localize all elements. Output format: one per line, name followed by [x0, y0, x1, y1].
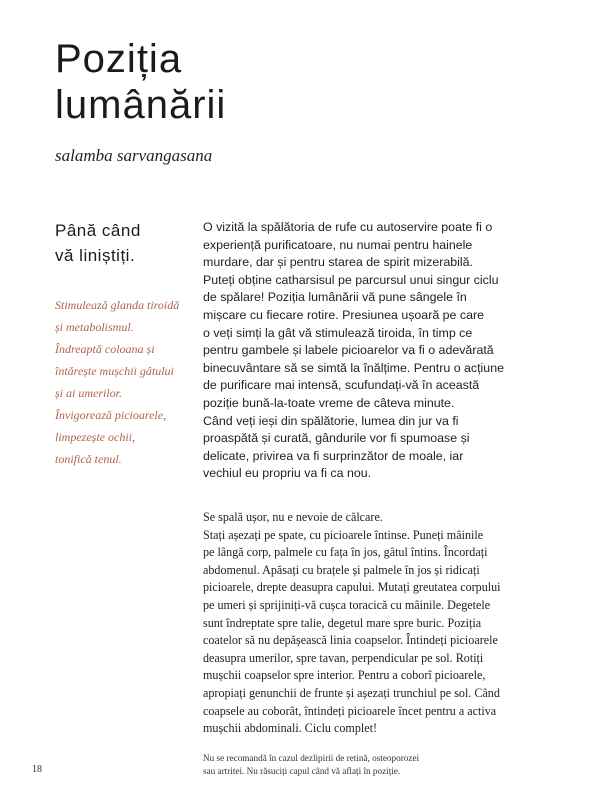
intro-line: mișcare cu fiecare rotire. Presiunea ușoară pe care — [203, 307, 484, 322]
intro-line: pentru gambele și labele picioarelor va fi o adevărată — [203, 343, 494, 358]
section-heading-line-1: Până când — [55, 221, 141, 240]
instructions-line: apropiați genunchii de frunte și așezați trunchiul pe sol. Când — [203, 685, 500, 700]
instructions-line: abdomenul. Apăsați cu brațele și palmele în jos și ridicați — [203, 562, 480, 577]
intro-line: experiență purificatoare, nu numai pentru hainele — [203, 237, 473, 252]
pose-sanskrit-name: salamba sarvangasana — [55, 146, 213, 165]
intro-line: Când veți ieși din spălătorie, lumea din jur va fi — [203, 413, 459, 428]
benefits-line: întărește mușchii gâtului — [55, 364, 174, 378]
intro-line: de spălare! Poziția lumânării vă pune sângele în — [203, 290, 467, 305]
instructions-line: picioarele, drepte deasupra capului. Mutați greutatea corpului — [203, 580, 501, 595]
benefits-line: Îndreaptă coloana și — [55, 342, 155, 356]
intro-line: Puteți obține catharsisul pe parcursul unui singur ciclu — [203, 272, 499, 287]
page-title — [55, 36, 226, 128]
instructions-line: coapsele au coborât, întindeți picioarele încet pentru a activa — [203, 703, 497, 718]
benefits-line: și metabolismul. — [55, 320, 134, 334]
benefits-line: și ai umerilor. — [55, 386, 123, 400]
page-title-line-1: Poziția — [55, 37, 183, 81]
intro-line: vechiul eu propriu va fi ca nou. — [203, 466, 372, 481]
intro-line: murdare, dar și pentru starea de spirit mizerabilă. — [203, 255, 473, 270]
page-number: 18 — [32, 764, 42, 775]
intro-line: binecuvântare să se simtă la înălțime. Pentru o acțiune — [203, 360, 504, 375]
benefits-list — [55, 294, 195, 470]
intro-line: de purificare mai intensă, scufundați-vă în această — [203, 378, 480, 393]
caution-note-line: sau artritei. Nu răsuciți capul când vă aflați în poziție. — [203, 766, 401, 776]
instructions-line: mușchii abdominali. Ciclu complet! — [203, 721, 377, 736]
caution-note — [203, 752, 419, 778]
intro-line: poziție bună-la-toate vreme de câteva minute. — [203, 395, 455, 410]
caution-note-line: Nu se recomandă în cazul dezlipirii de retină, osteoporozei — [203, 753, 420, 763]
instructions-line: mușchii coapselor spre interior. Pentru a coborî picioarele, — [203, 668, 486, 683]
intro-line: o veți simți la gât vă stimulează tiroida, în timp ce — [203, 325, 473, 340]
section-heading — [55, 218, 141, 268]
instructions-line: pe lângă corp, palmele cu fața în jos, gâtul întins. Încordați — [203, 545, 488, 560]
section-heading-line-2: vă liniștiți. — [55, 246, 136, 265]
instructions-line: Stați așezați pe spate, cu picioarele întinse. Puneți mâinile — [203, 527, 484, 542]
page-title-line-2: lumânării — [55, 83, 227, 127]
intro-line: O vizită la spălătoria de rufe cu autoservire poate fi o — [203, 220, 493, 234]
instructions-line: sunt îndreptate spre talie, degetul mare spre buric. Poziția — [203, 615, 482, 630]
intro-line: delicate, privirea va fi surprinzător de moale, iar — [203, 448, 464, 463]
benefits-line: Învigorează picioarele, — [55, 408, 167, 422]
benefits-line: Stimulează glanda tiroidă — [55, 298, 180, 312]
instructions-paragraph — [203, 509, 548, 738]
intro-paragraph — [203, 219, 548, 483]
benefits-line: tonifică tenul. — [55, 452, 122, 466]
instructions-line: pe umeri și sprijiniți-vă cușca toracică cu mâinile. Degetele — [203, 597, 491, 612]
benefits-line: limpezește ochii, — [55, 430, 135, 444]
instructions-line: deasupra umerilor, spre tavan, perpendicular pe sol. Rotiți — [203, 650, 484, 665]
instructions-line: coatelor să nu depășească linia coapselor. Întindeți picioarele — [203, 633, 498, 648]
intro-line: proaspătă și curată, gândurile vor fi spumoase și — [203, 431, 470, 446]
instructions-line: Se spală ușor, nu e nevoie de călcare. — [203, 510, 383, 524]
